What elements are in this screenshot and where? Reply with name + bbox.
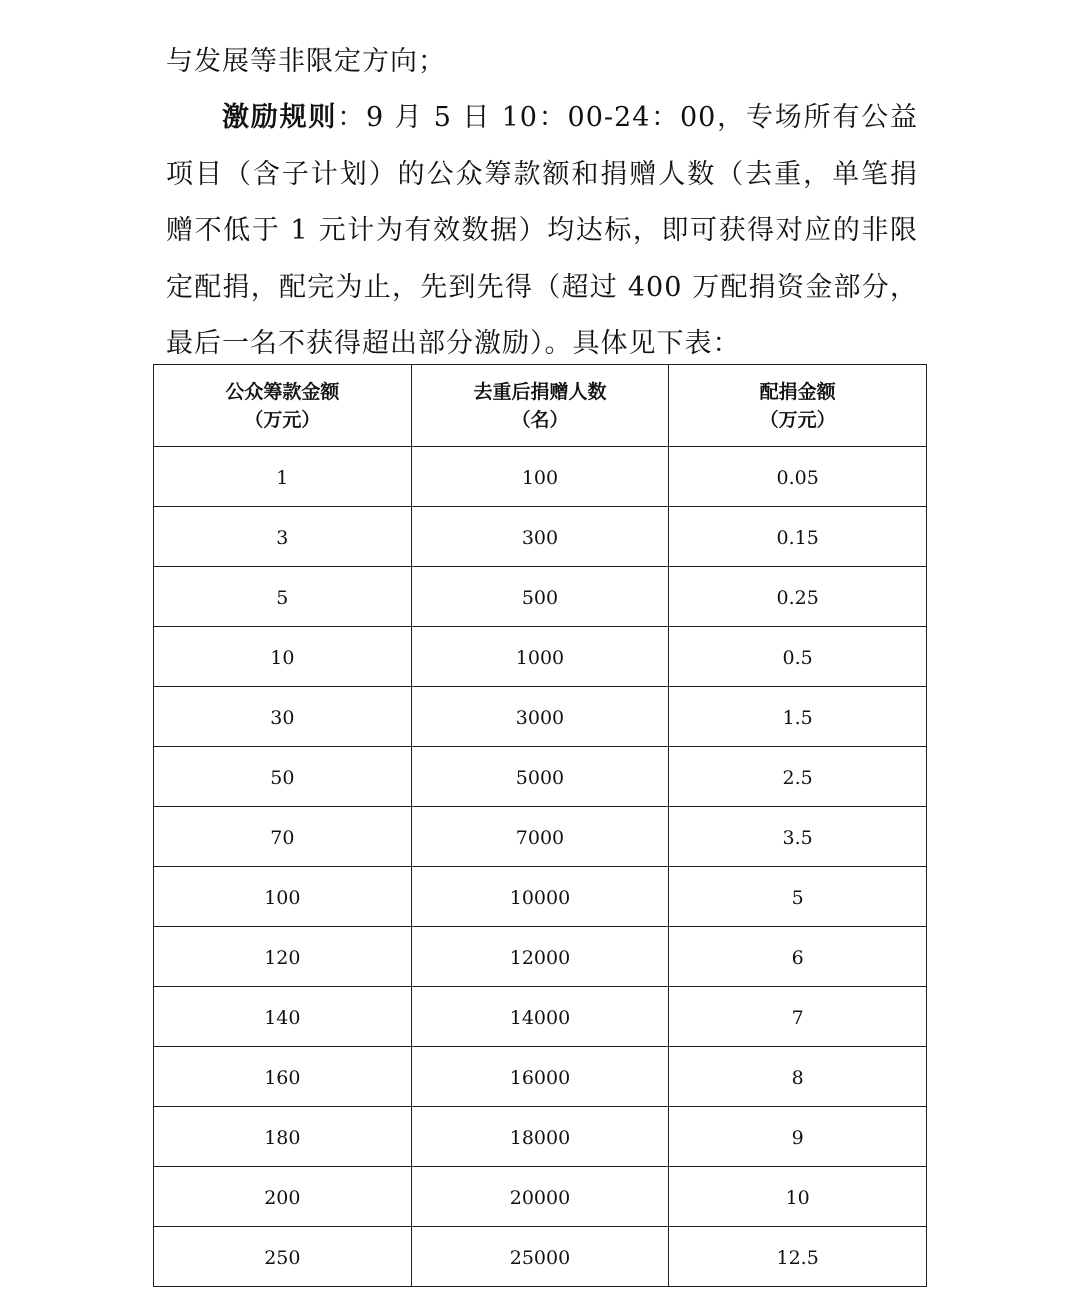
cell-matching-amount: 9 (669, 1107, 927, 1167)
cell-fundraising-amount: 100 (154, 867, 412, 927)
table-row (154, 1227, 927, 1287)
header-title: 去重后捐赠人数 (473, 380, 607, 403)
cell-fundraising-amount: 120 (154, 927, 412, 987)
cell-donor-count: 500 (411, 567, 669, 627)
cell-donor-count: 12000 (411, 927, 669, 987)
header-unit: （万元） (244, 408, 321, 431)
header-donor-count (411, 365, 669, 447)
paragraph-directions: 与发展等非限定方向； (166, 46, 446, 77)
cell-fundraising-amount: 5 (154, 567, 412, 627)
table-row (154, 807, 927, 867)
rules-body: ：9 月 5 日 10：00-24：00，专场所有公益项目（含子计划）的公众筹款额和捐赠人数（去重，单笔捐赠不低于 1 元计为有效数据）均达标，即可获得对应的非限定配捐，配完为止，先到先得（超过 400 万配捐资金部分，最后一名不获得超出部分激励）。具体见下表： (166, 102, 918, 359)
cell-donor-count: 20000 (411, 1167, 669, 1227)
header-title: 配捐金额 (759, 380, 836, 403)
matching-donation-table (153, 364, 927, 1287)
cell-matching-amount: 2.5 (669, 747, 927, 807)
cell-matching-amount: 0.25 (669, 567, 927, 627)
cell-matching-amount: 7 (669, 987, 927, 1047)
header-matching-amount (669, 365, 927, 447)
cell-matching-amount: 5 (669, 867, 927, 927)
table-row (154, 627, 927, 687)
header-public-fundraising (154, 365, 412, 447)
table-row (154, 567, 927, 627)
cell-fundraising-amount: 70 (154, 807, 412, 867)
cell-fundraising-amount: 10 (154, 627, 412, 687)
table-row (154, 1047, 927, 1107)
cell-matching-amount: 1.5 (669, 687, 927, 747)
cell-donor-count: 25000 (411, 1227, 669, 1287)
cell-donor-count: 5000 (411, 747, 669, 807)
cell-fundraising-amount: 250 (154, 1227, 412, 1287)
cell-fundraising-amount: 200 (154, 1167, 412, 1227)
header-unit: （名） (511, 408, 569, 431)
cell-fundraising-amount: 1 (154, 447, 412, 507)
table-body (154, 447, 927, 1287)
table-row (154, 927, 927, 987)
table-row (154, 507, 927, 567)
cell-donor-count: 14000 (411, 987, 669, 1047)
cell-matching-amount: 10 (669, 1167, 927, 1227)
table-row (154, 1107, 927, 1167)
table-row (154, 747, 927, 807)
cell-matching-amount: 3.5 (669, 807, 927, 867)
rules-label: 激励规则 (222, 102, 338, 133)
header-unit: （万元） (759, 408, 836, 431)
cell-donor-count: 7000 (411, 807, 669, 867)
cell-matching-amount: 0.15 (669, 507, 927, 567)
table-row (154, 987, 927, 1047)
cell-donor-count: 1000 (411, 627, 669, 687)
cell-matching-amount: 6 (669, 927, 927, 987)
cell-fundraising-amount: 3 (154, 507, 412, 567)
cell-matching-amount: 12.5 (669, 1227, 927, 1287)
cell-donor-count: 18000 (411, 1107, 669, 1167)
cell-donor-count: 16000 (411, 1047, 669, 1107)
table-header-row (154, 365, 927, 447)
cell-fundraising-amount: 140 (154, 987, 412, 1047)
table-row (154, 447, 927, 507)
table-row (154, 867, 927, 927)
cell-matching-amount: 0.5 (669, 627, 927, 687)
cell-donor-count: 300 (411, 507, 669, 567)
cell-fundraising-amount: 30 (154, 687, 412, 747)
cell-fundraising-amount: 180 (154, 1107, 412, 1167)
paragraph-incentive-rules (166, 90, 918, 373)
cell-donor-count: 10000 (411, 867, 669, 927)
cell-fundraising-amount: 160 (154, 1047, 412, 1107)
cell-fundraising-amount: 50 (154, 747, 412, 807)
table-row (154, 687, 927, 747)
header-title: 公众筹款金额 (225, 380, 340, 403)
cell-donor-count: 100 (411, 447, 669, 507)
cell-donor-count: 3000 (411, 687, 669, 747)
cell-matching-amount: 8 (669, 1047, 927, 1107)
table-row (154, 1167, 927, 1227)
cell-matching-amount: 0.05 (669, 447, 927, 507)
